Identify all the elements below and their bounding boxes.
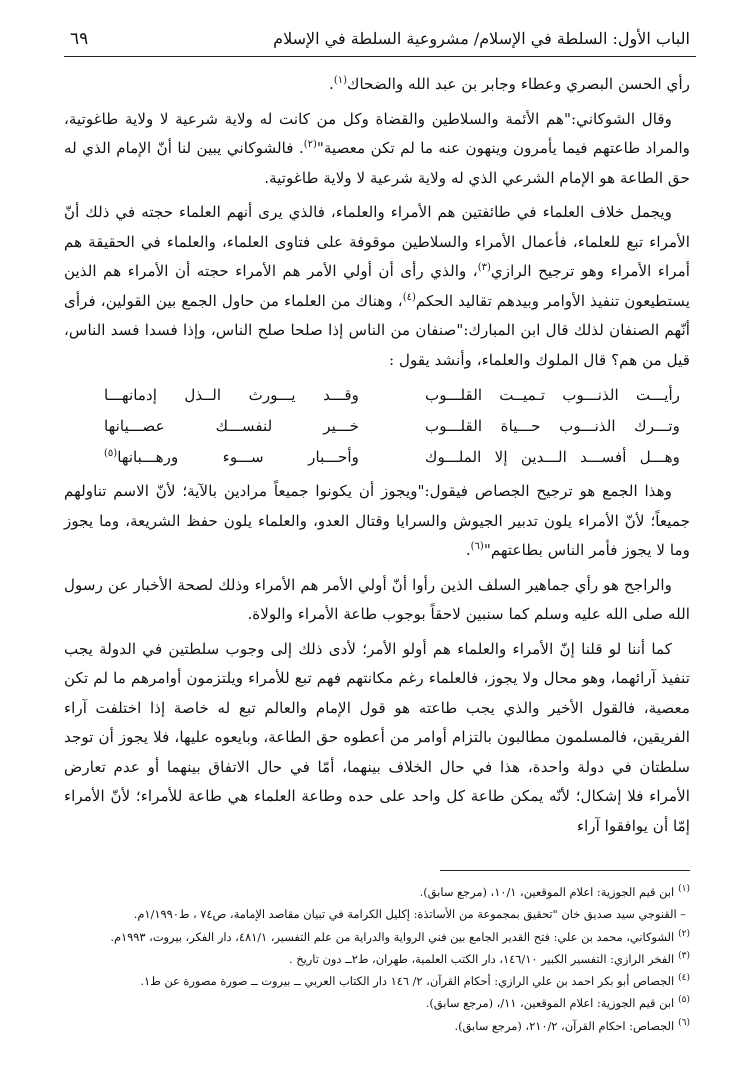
paragraph-2-text: وقال الشوكاني:"هم الأئمة والسلاطين والقضاة وكل من كانت له ولاية شرعية لا ولاية طاغوتية، والمراد طاعتهم فيما يأمرون وينهون عنه ما لم تكن معصية" <box>64 109 690 157</box>
footnote-text: ابن قيم الجوزية: اعلام الموقعين، ١١/، (مرجع سابق). <box>425 996 675 1011</box>
footnote <box>64 925 690 947</box>
footnote-ref-1: (١) <box>333 74 347 86</box>
footnote-mark: (١) <box>678 884 690 894</box>
paragraph-2 <box>64 105 690 194</box>
running-header <box>70 28 690 50</box>
paragraph-1-text: رأي الحسن البصري وعطاء وجابر بن عبد الله والضحاك <box>347 75 690 93</box>
verse-second-half: خـــير لنفســـك عصـــيانها <box>104 417 359 435</box>
paragraph-1 <box>64 70 690 100</box>
paragraph-4-text: وهذا الجمع هو ترجيح الجصاص فيقول:"ويجوز أن يكونوا جميعاً مرادين بالآية؛ لأنّ الاسم تناولهم جميعاً؛ لأنّ الأمراء يلون تدبير الجيوش والسرايا وقتال العدو، والعلماء يلون حفظ الشريعة، وما يجوز وما لا يجوز فأمر الناس بطاعتهم" <box>64 482 690 559</box>
footnote-text: الشوكاني، محمد بن علي: فتح القدير الجامع بين فني الرواية والدراية من علم التفسير، ٤٨١/١، دار الفكر، بيروت، ١٩٩٣م. <box>110 929 675 944</box>
verse-first-half: وهـــل أفســـد الـــدين إلا الملـــوك <box>425 448 680 466</box>
footnote-text: ابن قيم الجوزية: اعلام الموقعين، ١٠/١، (مرجع سابق). <box>419 884 675 899</box>
footnote-text: الجصاص أبو بكر احمد بن علي الرازي: أحكام القرآن، ٢/ ١٤٦ دار الكتاب العربي ــ بيروت ــ صورة مصورة عن ط١. <box>140 973 675 988</box>
footnote-mark: (٤) <box>678 973 690 984</box>
paragraph-4-end: . <box>465 541 471 559</box>
verse-first-half: وتـــرك الذنـــوب حـــياة القلـــوب <box>425 417 680 435</box>
footnote-ref-5: (٥) <box>104 447 118 459</box>
footnote <box>64 969 690 991</box>
verse-second-half-with-ref <box>104 442 359 473</box>
footnote-ref-4: (٤) <box>402 291 416 303</box>
header-rule <box>64 56 696 57</box>
verse-second-half: وأحـــبار ســـوء ورهـــبانها <box>117 448 359 466</box>
paragraph-6: كما أننا لو قلنا إنّ الأمراء والعلماء هم أولو الأمر؛ لأدى ذلك إلى وجوب سلطتين في الدولة يجب تنفيذ آرائهما، وهو محال ولا يجوز، فالعلماء رغم مكانتهم فهم تبع للأمراء ويلتزمون أوامرهم ما لم تكن معصية، فالقول الأخير والذي يجب طاعته هو قول الإمام والعالم تبع له خاصة إذا اختلفت آراء الفريقين، فالمسلمون مطالبون بالتزام أوامر من أعطوه حق الطاعة، وبايعوه عليها، فلا يجوز أن توجد سلطتان في دولة واحدة، هذا في حال الخلاف بينهما، أمّا في حال الاتفاق بينهما أو عدم تعارض الأمراء فلا إشكال؛ لأنّه يمكن طاعة كل واحد على حده وطاعة العلماء هي طاعة للأمراء؛ لأنّ الأمراء إمّا أن يوافقوا آراء <box>64 639 690 835</box>
main-text <box>64 70 690 846</box>
footnote-mark: (٢) <box>678 928 690 939</box>
paragraph-4 <box>64 477 690 566</box>
footnotes <box>64 880 690 1036</box>
paragraph-3 <box>64 198 690 375</box>
paragraph-1-end: . <box>328 75 334 93</box>
footnote-ref-6: (٦) <box>470 540 484 552</box>
poem-verse <box>64 411 690 442</box>
footnote-mark: (٥) <box>678 995 690 1006</box>
footnote-text: – القنوجي سيد صديق خان "تحقيق بمجموعة من الأساتذة: إكليل الكرامة في تبيان مقاصد الإمامة، ص٧٤ ، ط١/١٩٩٠م. <box>133 907 686 922</box>
footnote <box>64 902 690 924</box>
footnote-separator <box>440 870 690 871</box>
footnote-mark: (٣) <box>678 950 690 961</box>
paragraph-2-end: . فالشوكاني يبين لنا أنّ الإمام الذي له حق الطاعة هو الإمام الشرعي الذي له ولاية شرعية لا ولاية طاغوتية. <box>64 139 690 187</box>
footnote-text: الجصاص: احكام القرآن، ٢١٠/٢، (مرجع سابق). <box>454 1018 675 1033</box>
paragraph-5: والراجح هو رأي جماهير السلف الذين رأوا أنّ أولي الأمر هم الأمراء وذلك لصحة الأخبار عن رسول الله صلى الله عليه وسلم كما سنبين لاحقاً بوجوب طاعة الأمراء والولاة. <box>64 575 690 623</box>
footnote-mark: (٦) <box>678 1017 690 1028</box>
paragraph-3-text-b: ، والذي رأى أن أولي الأمر هم الأمراء حجته أن الأمراء هم الذين يستطيعون تنفيذ الأوامر وبيدهم تقاليد الحكم <box>64 262 690 310</box>
poem-verse <box>64 380 690 411</box>
footnote <box>64 947 690 969</box>
footnote-ref-3: (٣) <box>477 261 491 273</box>
chapter-title: الباب الأول: السلطة في الإسلام/ مشروعية السلطة في الإسلام <box>273 29 690 48</box>
poem-verse <box>64 442 690 473</box>
footnote <box>64 991 690 1013</box>
footnote-ref-2: (٢) <box>303 138 317 150</box>
paragraph-3-text-a: ويجمل خلاف العلماء في طائفتين هم الأمراء والعلماء، فالذي يرى أنهم العلماء حجته في ذلك أنّ الأمراء تبع للعلماء، فأعمال الأمراء والسلاطين موقوفة على فتاوى العلماء، والعلماء في الحقيقة هم أمراء الأمراء وهو ترجيح الرازي <box>64 203 690 280</box>
verse-second-half: وقـــد يـــورث الــذل إدمانهـــا <box>104 386 359 404</box>
footnote <box>64 880 690 902</box>
verse-first-half: رأيـــت الذنـــوب تـميــت القلـــوب <box>425 386 680 404</box>
page-number: ٦٩ <box>70 29 89 49</box>
footnote <box>64 1014 690 1036</box>
poem <box>64 380 690 473</box>
footnote-text: الفخر الرازي: التفسير الكبير ١٤٦/١٠، دار الكتب العلمية، طهران، ط٢ــ دون تاريخ . <box>289 951 675 966</box>
paragraph-3-text-c: ، وهناك من العلماء من حاول الجمع بين القولين، فرأى أنّهم الصنفان لذلك قال ابن المبارك:"صنفان من الناس إذا صلحا صلح الناس، وإذا فسدا فسد الناس، قيل من هم؟ قال الملوك والعلماء، وأنشد يقول : <box>64 291 690 369</box>
